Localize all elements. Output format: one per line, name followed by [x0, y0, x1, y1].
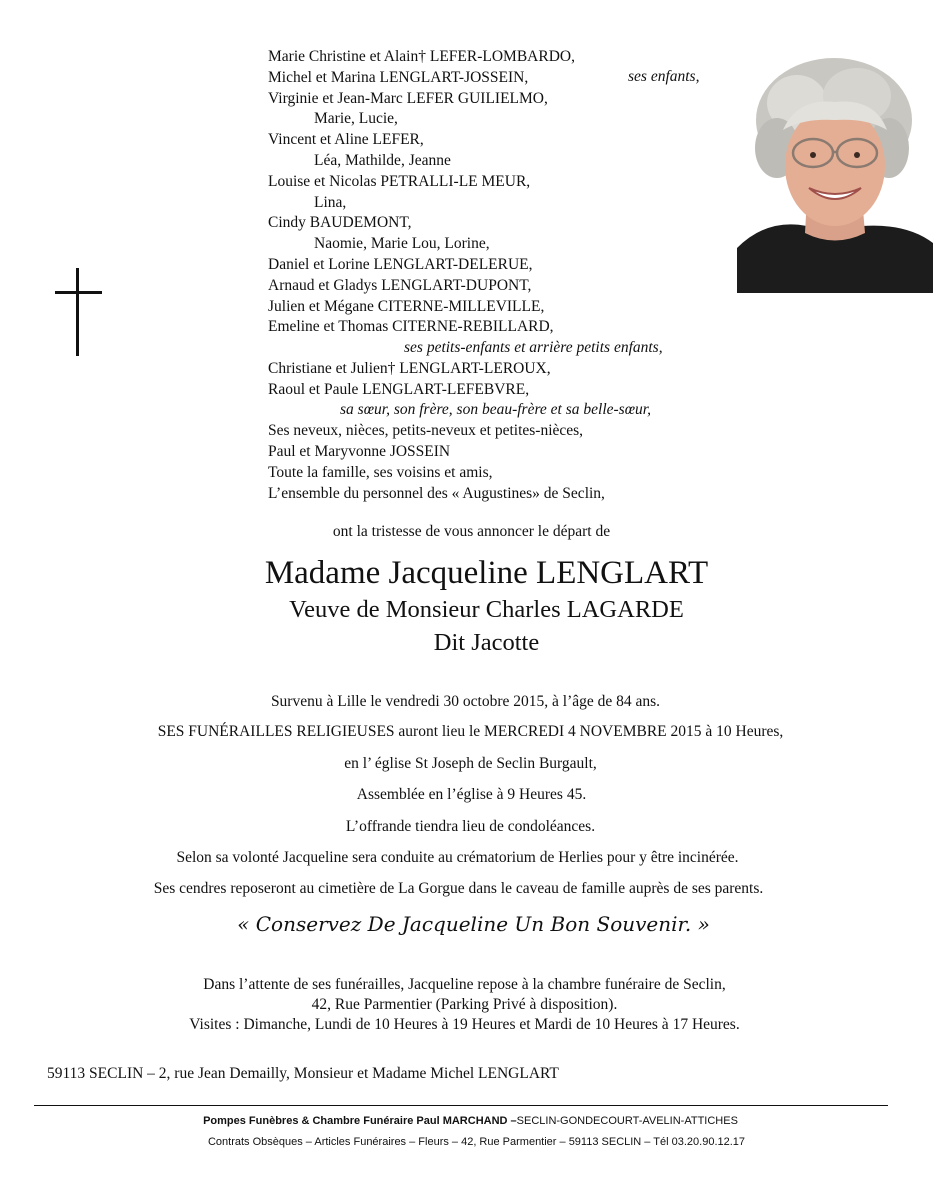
deceased-name: Madame Jacqueline LENGLART — [264, 555, 709, 591]
family-address: 59113 SECLIN – 2, rue Jean Demailly, Monsieur et Madame Michel LENGLART — [47, 1065, 559, 1082]
visitation-line: 42, Rue Parmentier (Parking Privé à disposition). — [311, 996, 618, 1013]
family-line: Emeline et Thomas CITERNE-REBILLARD, — [268, 318, 554, 336]
detail-line: Assemblée en l’église à 9 Heures 45. — [356, 786, 587, 803]
family-line: Raoul et Paule LENGLART-LEFEBVRE, — [268, 380, 530, 398]
family-line: Cindy BAUDEMONT, — [268, 214, 412, 232]
family-line: Virginie et Jean-Marc LEFER GUILIELMO, — [268, 89, 548, 107]
family-line: Toute la famille, ses voisins et amis, — [268, 464, 493, 481]
family-line: Louise et Nicolas PETRALLI-LE MEUR, — [268, 172, 531, 190]
footer-company-line — [0, 1115, 944, 1127]
family-line: Marie Christine et Alain† LEFER-LOMBARDO, — [268, 48, 575, 65]
family-line: Léa, Mathilde, Jeanne — [314, 152, 451, 169]
family-line: Daniel et Lorine LENGLART-DELERUE, — [268, 256, 533, 273]
family-line: Marie, Lucie, — [314, 110, 398, 128]
family-line: L’ensemble du personnel des « Augustines» de Seclin, — [268, 484, 605, 502]
footer-services: Contrats Obsèques – Articles Funéraires – Fleurs – 42, Rue Parmentier – 59113 SECLIN – Tél 03.20.90.12.17 — [207, 1136, 746, 1148]
intro-text: ont la tristesse de vous annoncer le départ de — [332, 523, 611, 540]
footer-divider — [34, 1105, 888, 1106]
family-line: Ses neveux, nièces, petits-neveux et petites-nièces, — [268, 422, 584, 440]
family-line: Michel et Marina LENGLART-JOSSEIN, — [268, 68, 529, 86]
nickname: Dit Jacotte — [433, 629, 540, 656]
widow-of: Veuve de Monsieur Charles LAGARDE — [289, 596, 684, 623]
family-line: Julien et Mégane CITERNE-MILLEVILLE, — [268, 297, 545, 315]
detail-line: Ses cendres reposeront au cimetière de La Gorgue dans le caveau de famille auprès de ses parents. — [153, 880, 764, 897]
visitation-line: Visites : Dimanche, Lundi de 10 Heures à 19 Heures et Mardi de 10 Heures à 17 Heures. — [189, 1016, 740, 1033]
detail-line: SES FUNÉRAILLES RELIGIEUSES auront lieu le MERCREDI 4 NOVEMBRE 2015 à 10 Heures, — [157, 723, 784, 740]
detail-line: Survenu à Lille le vendredi 30 octobre 2015, à l’âge de 84 ans. — [270, 693, 661, 710]
footer-company: Pompes Funèbres & Chambre Funéraire Paul MARCHAND – — [203, 1115, 517, 1127]
family-line: Naomie, Marie Lou, Lorine, — [314, 235, 490, 253]
portrait-photo — [737, 58, 933, 293]
detail-line: en l’ église St Joseph de Seclin Burgault, — [344, 755, 597, 772]
footer-locations: SECLIN-GONDECOURT-AVELIN-ATTICHES — [516, 1115, 738, 1127]
role-children: ses enfants, — [628, 68, 700, 85]
family-line: Lina, — [314, 193, 347, 211]
detail-line: L’offrande tiendra lieu de condoléances. — [345, 818, 596, 835]
role-siblings: sa sœur, son frère, son beau-frère et sa belle-sœur, — [340, 401, 651, 418]
family-line: Arnaud et Gladys LENGLART-DUPONT, — [268, 276, 532, 294]
detail-line: Selon sa volonté Jacqueline sera conduite au crématorium de Herlies pour y être incinérée. — [176, 849, 739, 866]
family-line: Paul et Maryvonne JOSSEIN — [268, 443, 451, 461]
visitation-line: Dans l’attente de ses funérailles, Jacqueline repose à la chambre funéraire de Seclin, — [203, 976, 726, 993]
family-line: Vincent et Aline LEFER, — [268, 131, 424, 149]
role-grandchildren: ses petits-enfants et arrière petits enfants, — [404, 339, 663, 356]
memorial-quote: « Conservez De Jacqueline Un Bon Souvenir. » — [237, 912, 710, 936]
family-line: Christiane et Julien† LENGLART-LEROUX, — [268, 360, 551, 377]
